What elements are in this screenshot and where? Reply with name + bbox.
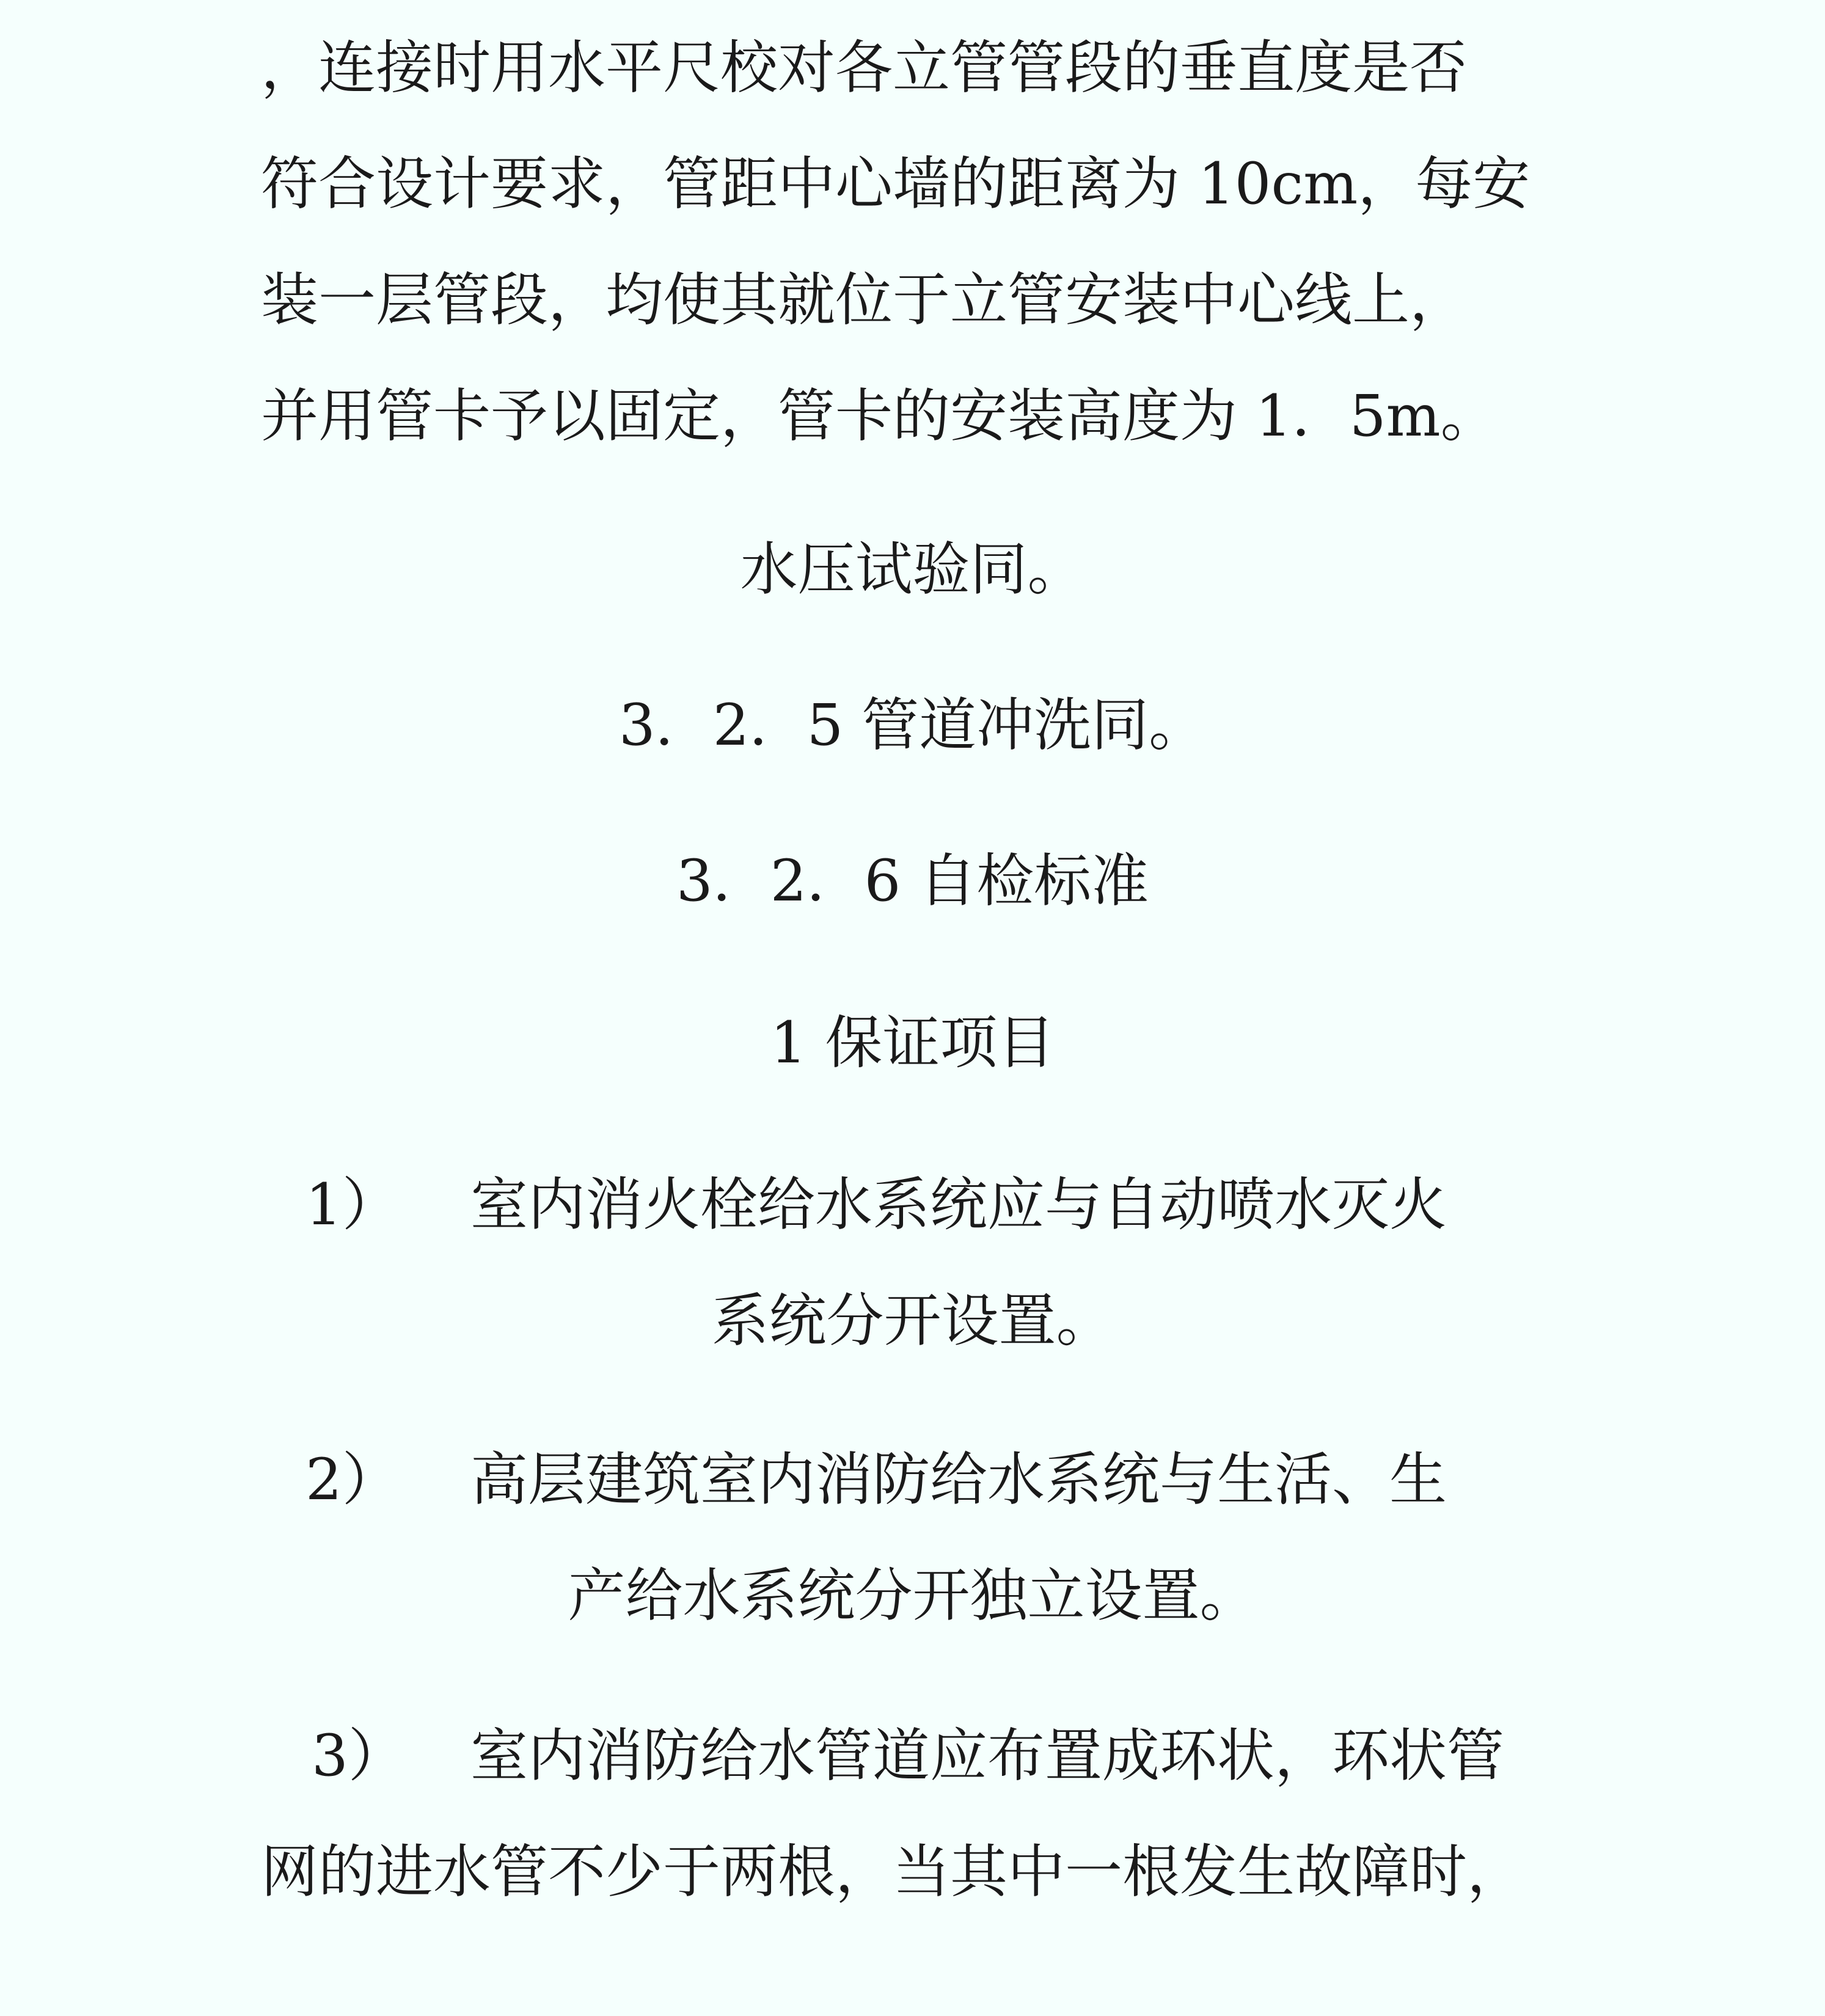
item-heading: 1 保证项目 bbox=[770, 1010, 1055, 1076]
list-number: 3） bbox=[312, 1723, 406, 1789]
list-text: 室内消火栓给水系统应与自动喷水灭火 bbox=[470, 1172, 1447, 1238]
list-text: 高层建筑室内消防给水系统与生活、生 bbox=[470, 1447, 1447, 1513]
list-text-continued: 产给水系统分开独立设置。 bbox=[568, 1563, 1257, 1629]
list-number: 2） bbox=[305, 1447, 400, 1513]
list-text-continued: 系统分开设置。 bbox=[711, 1288, 1114, 1354]
section-heading-326: 3．2．6 自检标准 bbox=[676, 848, 1149, 915]
hydro-test-line: 水压试验同。 bbox=[740, 536, 1085, 603]
list-text-continued: 网的进水管不少于两根，当其中一根发生故障时， bbox=[261, 1839, 1525, 1905]
paragraph-line: 装一层管段，均使其就位于立管安装中心线上， bbox=[261, 267, 1468, 334]
paragraph-line: 并用管卡予以固定，管卡的安装高度为 1．5m。 bbox=[261, 383, 1498, 450]
list-text: 室内消防给水管道应布置成环状，环状管 bbox=[470, 1723, 1505, 1789]
section-heading-325: 3．2．5 管道冲洗同。 bbox=[618, 692, 1207, 759]
paragraph-line: 符合设计要求，管距中心墙的距离为 10cm，每安 bbox=[261, 151, 1531, 217]
paragraph-line: ，连接时用水平尺校对各立管管段的垂直度是否 bbox=[261, 35, 1468, 101]
list-number: 1） bbox=[305, 1172, 400, 1238]
